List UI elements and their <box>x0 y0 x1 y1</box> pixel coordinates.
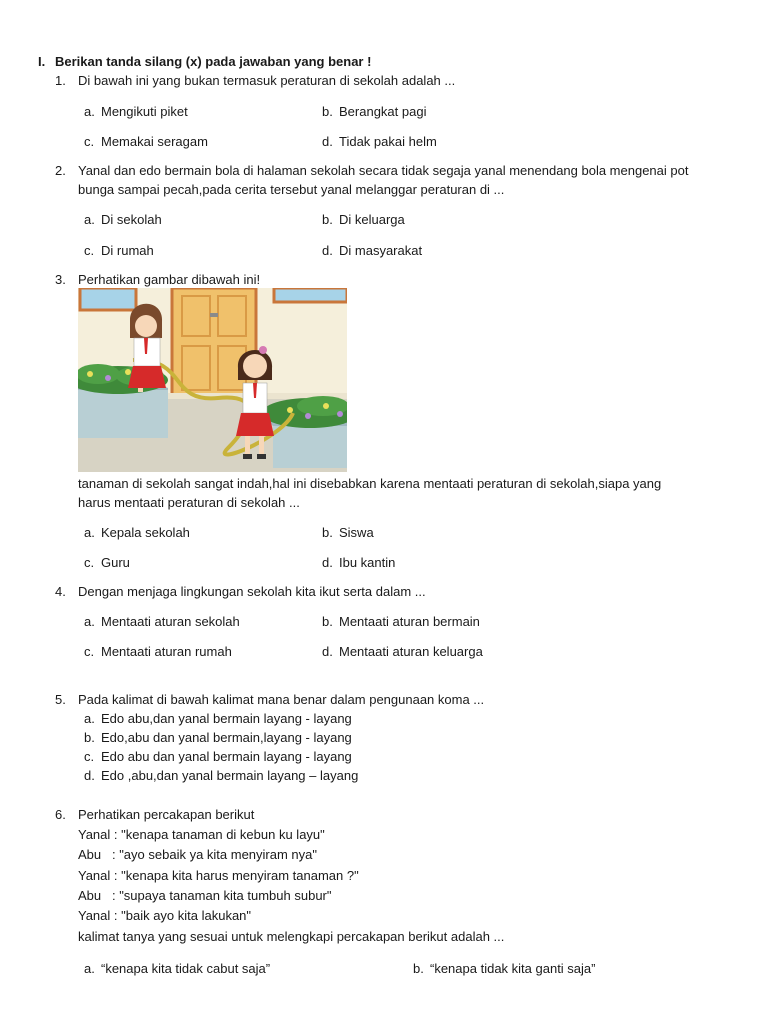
question-4-text: Dengan menjaga lingkungan sekolah kita ikut serta dalam ... <box>78 584 426 599</box>
question-6-line-5: Abu : "supaya tanaman kita tumbuh subur" <box>78 888 332 903</box>
q5-option-b-letter: b. <box>84 730 95 745</box>
q4-option-b[interactable]: Mentaati aturan bermain <box>339 614 480 629</box>
q1-option-b[interactable]: Berangkat pagi <box>339 104 427 119</box>
q4-option-b-letter: b. <box>322 614 333 629</box>
q5-option-a-letter: a. <box>84 711 95 726</box>
question-3-number: 3. <box>55 272 66 287</box>
q6-option-b-letter: b. <box>413 961 424 976</box>
q5-option-d[interactable]: Edo ,abu,dan yanal bermain layang – layang <box>101 768 359 783</box>
question-2-number: 2. <box>55 163 66 178</box>
q4-option-a-letter: a. <box>84 614 95 629</box>
q3-option-a[interactable]: Kepala sekolah <box>101 525 190 540</box>
q5-option-c-letter: c. <box>84 749 95 764</box>
q2-option-c[interactable]: Di rumah <box>101 243 154 258</box>
q1-option-c[interactable]: Memakai seragam <box>101 134 208 149</box>
question-2-line-1: Yanal dan edo bermain bola di halaman sekolah secara tidak segaja yanal menendang bola mengenai pot <box>78 163 689 178</box>
q1-option-c-letter: c. <box>84 134 95 149</box>
question-2-line-2: bunga sampai pecah,pada cerita tersebut yanal melanggar peraturan di ... <box>78 182 505 197</box>
section-title: Berikan tanda silang (x) pada jawaban yang benar ! <box>55 54 372 69</box>
q2-option-a[interactable]: Di sekolah <box>101 212 162 227</box>
illustration-students-watering-plants <box>78 288 347 472</box>
question-6-line-7: kalimat tanya yang sesuai untuk melengkapi percakapan berikut adalah ... <box>78 929 505 944</box>
q6-option-a[interactable]: “kenapa kita tidak cabut saja” <box>101 961 271 976</box>
question-6-line-3: Abu : "ayo sebaik ya kita menyiram nya" <box>78 847 318 862</box>
q5-option-c[interactable]: Edo abu dan yanal bermain layang - layang <box>101 749 352 764</box>
q5-option-b[interactable]: Edo,abu dan yanal bermain,layang - layang <box>101 730 352 745</box>
question-6-line-6: Yanal : "baik ayo kita lakukan" <box>78 908 252 923</box>
q6-option-b[interactable]: “kenapa tidak kita ganti saja” <box>430 961 596 976</box>
q2-option-c-letter: c. <box>84 243 95 258</box>
question-5-text: Pada kalimat di bawah kalimat mana benar dalam pengunaan koma ... <box>78 692 485 707</box>
q4-option-c-letter: c. <box>84 644 95 659</box>
question-3-text: Perhatikan gambar dibawah ini! <box>78 272 261 287</box>
q1-option-b-letter: b. <box>322 104 333 119</box>
q3-option-d-letter: d. <box>322 555 333 570</box>
question-4-number: 4. <box>55 584 66 599</box>
question-1-text: Di bawah ini yang bukan termasuk peraturan di sekolah adalah ... <box>78 73 456 88</box>
q1-option-a[interactable]: Mengikuti piket <box>101 104 188 119</box>
q5-option-d-letter: d. <box>84 768 95 783</box>
q5-option-a[interactable]: Edo abu,dan yanal bermain layang - layang <box>101 711 352 726</box>
q4-option-c[interactable]: Mentaati aturan rumah <box>101 644 232 659</box>
q1-option-a-letter: a. <box>84 104 95 119</box>
q4-option-d-letter: d. <box>322 644 333 659</box>
q2-option-a-letter: a. <box>84 212 95 227</box>
question-6-line-2: Yanal : "kenapa tanaman di kebun ku layu" <box>78 827 325 842</box>
q3-option-b-letter: b. <box>322 525 333 540</box>
q3-option-a-letter: a. <box>84 525 95 540</box>
question-3-line-2: harus mentaati peraturan di sekolah ... <box>78 495 300 510</box>
q3-option-d[interactable]: Ibu kantin <box>339 555 396 570</box>
question-6-line-4: Yanal : "kenapa kita harus menyiram tanaman ?" <box>78 868 359 883</box>
question-6-number: 6. <box>55 807 66 822</box>
q3-option-b[interactable]: Siswa <box>339 525 374 540</box>
question-1-number: 1. <box>55 73 66 88</box>
q6-option-a-letter: a. <box>84 961 95 976</box>
q1-option-d[interactable]: Tidak pakai helm <box>339 134 437 149</box>
q2-option-b[interactable]: Di keluarga <box>339 212 405 227</box>
question-5-number: 5. <box>55 692 66 707</box>
q3-option-c[interactable]: Guru <box>101 555 130 570</box>
q4-option-a[interactable]: Mentaati aturan sekolah <box>101 614 240 629</box>
section-number: I. <box>38 54 46 69</box>
q1-option-d-letter: d. <box>322 134 333 149</box>
question-6-line-1: Perhatikan percakapan berikut <box>78 807 255 822</box>
question-3-line-1: tanaman di sekolah sangat indah,hal ini disebabkan karena mentaati peraturan di sekolah,siapa yang <box>78 476 662 491</box>
q3-option-c-letter: c. <box>84 555 95 570</box>
q4-option-d[interactable]: Mentaati aturan keluarga <box>339 644 483 659</box>
q2-option-b-letter: b. <box>322 212 333 227</box>
q2-option-d[interactable]: Di masyarakat <box>339 243 423 258</box>
q2-option-d-letter: d. <box>322 243 333 258</box>
